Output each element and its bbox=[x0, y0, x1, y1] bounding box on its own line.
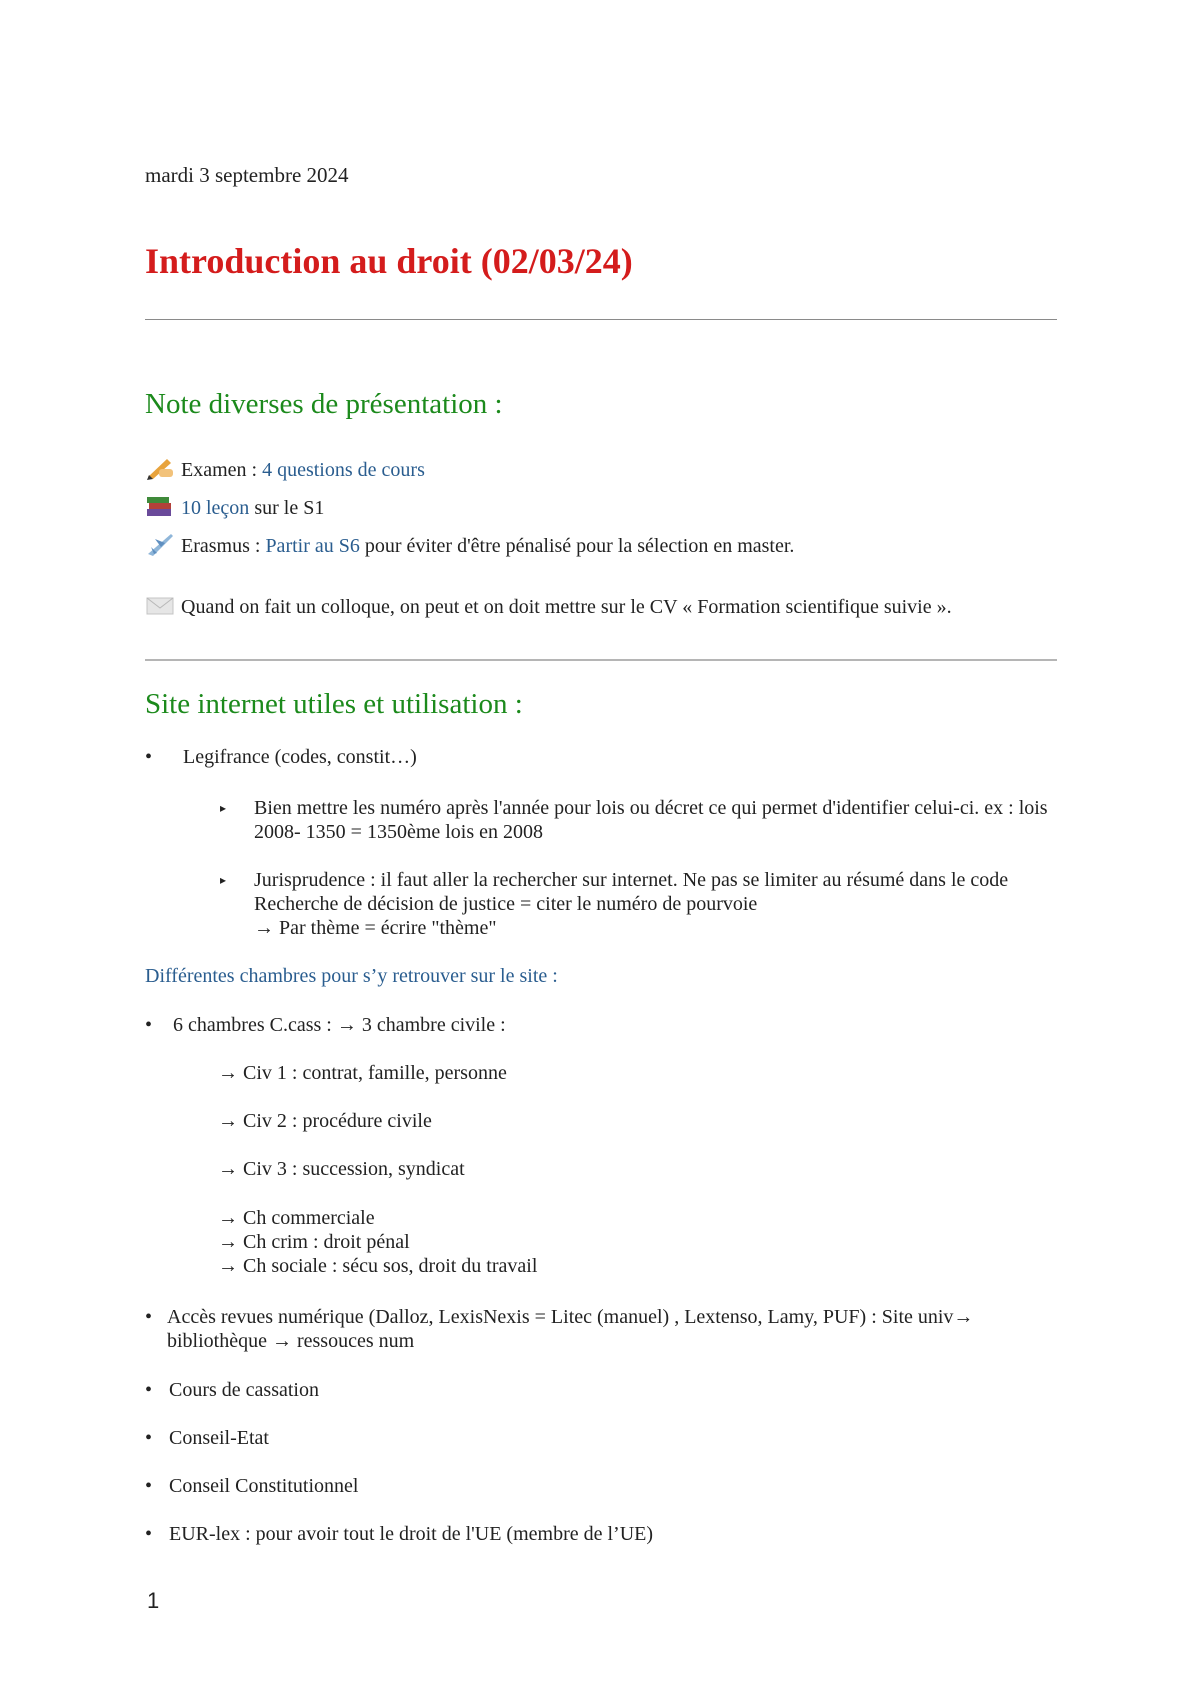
writing-hand-icon bbox=[145, 455, 175, 481]
section-heading-notes: Note diverses de présentation : bbox=[145, 388, 503, 420]
list-item-jurisprudence: ▸ Jurisprudence : il faut aller la rechercher sur internet. Ne pas se limiter au résumé dans le code Recherche de décision de justice = citer le numéro de pourvoie → Par thème = écrire "thème" bbox=[220, 869, 1009, 939]
chambres-heading: Différentes chambres pour s’y retrouver sur le site : bbox=[145, 965, 558, 987]
envelope-icon bbox=[145, 592, 175, 618]
note-exam: Examen : 4 questions de cours bbox=[145, 455, 425, 482]
bullet-icon: • bbox=[145, 1523, 153, 1545]
chambre-civ3: → Civ 3 : succession, syndicat bbox=[218, 1158, 465, 1180]
list-item-eurlex: • EUR-lex : pour avoir tout le droit de l'UE (membre de l’UE) bbox=[145, 1523, 654, 1545]
note-erasmus: Erasmus : Partir au S6 pour éviter d'être pénalisé pour la sélection en master. bbox=[145, 531, 794, 558]
chambre-criminelle: → Ch crim : droit pénal bbox=[218, 1231, 410, 1253]
bullet-icon: • bbox=[145, 746, 153, 768]
list-item-acces-revues: • Accès revues numérique (Dalloz, LexisNexis = Litec (manuel) , Lextenso, Lamy, PUF) : Site univ→ bibliothèque → ressouces num bbox=[145, 1306, 974, 1352]
books-icon bbox=[145, 493, 175, 519]
triangle-bullet-icon: ▸ bbox=[220, 873, 227, 887]
page-number: 1 bbox=[147, 1588, 160, 1613]
section-heading-sites: Site internet utiles et utilisation : bbox=[145, 688, 523, 720]
erasmus-link[interactable]: Partir au S6 bbox=[265, 535, 360, 557]
note-lecon: 10 leçon sur le S1 bbox=[145, 493, 324, 520]
bullet-icon: • bbox=[145, 1475, 153, 1497]
bullet-icon: • bbox=[145, 1014, 153, 1036]
date-line: mardi 3 septembre 2024 bbox=[145, 163, 349, 187]
chambre-civ1: → Civ 1 : contrat, famille, personne bbox=[218, 1062, 507, 1084]
note-colloque: Quand on fait un colloque, on peut et on doit mettre sur le CV « Formation scientifique suivie ». bbox=[145, 592, 952, 619]
bullet-icon: • bbox=[145, 1379, 153, 1401]
chambre-civ2: → Civ 2 : procédure civile bbox=[218, 1110, 432, 1132]
page-title: Introduction au droit (02/03/24) bbox=[145, 241, 633, 281]
bullet-icon: • bbox=[145, 1306, 153, 1328]
title-divider bbox=[145, 319, 1057, 320]
exam-questions-link[interactable]: 4 questions de cours bbox=[262, 459, 425, 481]
list-item-legifrance: • Legifrance (codes, constit…) bbox=[145, 746, 417, 768]
list-item-numero: ▸ Bien mettre les numéro après l'année pour lois ou décret ce qui permet d'identifier celui-ci. ex : lois 2008- 1350 = 1350ème lois en 2008 bbox=[220, 797, 1048, 843]
lecon-link[interactable]: 10 leçon bbox=[181, 497, 250, 519]
list-item-conseil-etat: • Conseil-Etat bbox=[145, 1427, 269, 1449]
list-item-chambres: • 6 chambres C.cass : → 3 chambre civile : bbox=[145, 1014, 506, 1036]
chambre-commerciale: → Ch commerciale bbox=[218, 1207, 375, 1229]
list-item-cassation: • Cours de cassation bbox=[145, 1379, 319, 1401]
airplane-icon bbox=[145, 531, 175, 557]
list-item-conseil-constitutionnel: • Conseil Constitutionnel bbox=[145, 1475, 359, 1497]
section-divider bbox=[145, 659, 1057, 661]
triangle-bullet-icon: ▸ bbox=[220, 801, 227, 815]
bullet-icon: • bbox=[145, 1427, 153, 1449]
chambre-sociale: → Ch sociale : sécu sos, droit du travail bbox=[218, 1255, 538, 1277]
